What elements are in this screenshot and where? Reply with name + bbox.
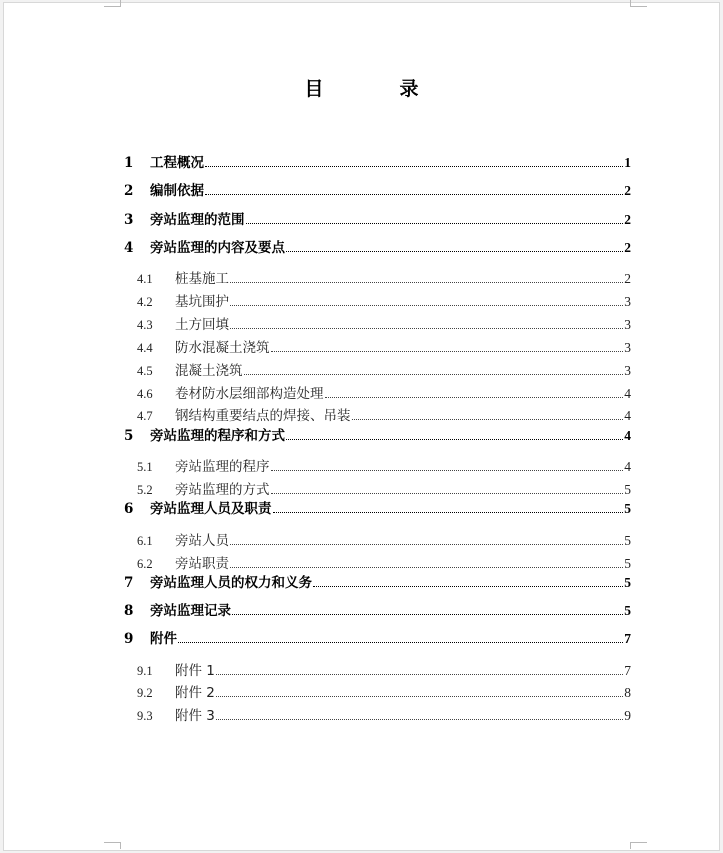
toc-entry-label: 附件 3	[175, 708, 215, 724]
toc-entry-label: 附件	[150, 631, 177, 647]
toc-subentry[interactable]	[137, 404, 631, 424]
toc-entry-number: 4	[124, 240, 134, 256]
toc-leader-dots	[273, 511, 624, 513]
toc-subentry[interactable]	[137, 313, 631, 333]
toc-leader-dots	[216, 673, 623, 675]
toc-entry-number: 2	[124, 183, 134, 199]
toc-subentry[interactable]	[137, 659, 631, 679]
toc-leader-dots	[286, 250, 623, 252]
toc-entry-number: 5.2	[137, 483, 153, 497]
toc-entry-label: 附件 1	[175, 663, 215, 679]
toc-title-char: 录	[399, 78, 419, 100]
toc-entry-page: 4	[624, 408, 631, 423]
toc-entry-number: 4.5	[137, 364, 153, 378]
toc-leader-dots	[313, 585, 623, 587]
toc-entry-label: 旁站监理人员及职责	[150, 501, 272, 517]
toc-entry-number: 3	[124, 212, 134, 228]
toc-entry-page: 5	[624, 533, 631, 548]
toc-leader-dots	[244, 373, 624, 375]
toc-entry-page: 1	[624, 155, 631, 170]
toc-leader-dots	[230, 327, 623, 329]
toc-entry-page: 2	[624, 212, 631, 227]
toc-entry-number: 9	[124, 631, 134, 647]
toc-entry-page: 5	[624, 556, 631, 571]
toc-subentry[interactable]	[137, 359, 631, 379]
toc-entry-label: 混凝土浇筑	[175, 363, 243, 379]
toc-entry-page: 5	[624, 575, 631, 590]
toc-entry-number: 6.1	[137, 534, 153, 548]
toc-entry-number: 4.2	[137, 295, 153, 309]
toc-entry-page: 3	[624, 340, 631, 355]
toc-entry-label: 卷材防水层细部构造处理	[175, 386, 324, 402]
toc-entry-page: 3	[624, 317, 631, 332]
toc-subentry[interactable]	[137, 336, 631, 356]
toc-entry[interactable]	[124, 179, 631, 199]
toc-entry-number: 9.1	[137, 664, 153, 678]
toc-entry-label: 基坑围护	[175, 294, 229, 310]
toc-entry[interactable]	[124, 236, 631, 256]
toc-entry-label: 附件 2	[175, 685, 215, 701]
toc-entry-number: 7	[124, 575, 134, 591]
toc-leader-dots	[230, 304, 623, 306]
toc-leader-dots	[205, 165, 623, 167]
toc-entry-label: 土方回填	[175, 317, 229, 333]
toc-entry-number: 4.3	[137, 318, 153, 332]
toc-entry-label: 钢结构重要结点的焊接、吊装	[175, 408, 351, 424]
toc-leader-dots	[246, 222, 624, 224]
toc-leader-dots	[352, 418, 624, 420]
toc-entry-label: 旁站监理的方式	[175, 482, 270, 498]
toc-leader-dots	[216, 695, 623, 697]
toc-entry-number: 4.4	[137, 341, 153, 355]
toc-subentry[interactable]	[137, 267, 631, 287]
toc-entry[interactable]	[124, 497, 631, 517]
toc-entry-label: 旁站监理的范围	[150, 212, 245, 228]
toc-entry-page: 4	[624, 428, 631, 443]
toc-entry-number: 6.2	[137, 557, 153, 571]
toc-entry-label: 旁站监理的程序和方式	[150, 428, 285, 444]
toc-subentry[interactable]	[137, 478, 631, 498]
toc-entry-page: 2	[624, 240, 631, 255]
toc-entry-number: 4.6	[137, 387, 153, 401]
toc-subentry[interactable]	[137, 681, 631, 701]
toc-leader-dots	[230, 566, 623, 568]
toc-subentry[interactable]	[137, 529, 631, 549]
toc-leader-dots	[271, 469, 624, 471]
toc-leader-dots	[178, 641, 623, 643]
toc-entry[interactable]	[124, 151, 631, 171]
toc-entry-label: 编制依据	[150, 183, 204, 199]
toc-leader-dots	[286, 438, 623, 440]
toc-entry[interactable]	[124, 208, 631, 228]
toc-leader-dots	[271, 350, 624, 352]
toc-entry-label: 工程概况	[150, 155, 204, 171]
toc-entry-label: 防水混凝土浇筑	[175, 340, 270, 356]
toc-entry[interactable]	[124, 571, 631, 591]
toc-subentry[interactable]	[137, 704, 631, 724]
toc-entry-page: 3	[624, 294, 631, 309]
toc-subentry[interactable]	[137, 552, 631, 572]
toc-leader-dots	[271, 492, 624, 494]
toc-entry[interactable]	[124, 424, 631, 444]
toc-entry-number: 9.2	[137, 686, 153, 700]
toc-entry-page: 4	[624, 459, 631, 474]
toc-leader-dots	[230, 281, 623, 283]
toc-subentry[interactable]	[137, 455, 631, 475]
toc-subentry[interactable]	[137, 382, 631, 402]
toc-entry-page: 9	[624, 708, 631, 723]
toc-entry-page: 7	[624, 631, 631, 646]
toc-entry-label: 旁站职责	[175, 556, 229, 572]
toc-leader-dots	[325, 396, 624, 398]
toc-entry-number: 1	[124, 155, 134, 171]
toc-entry-label: 桩基施工	[175, 271, 229, 287]
toc-entry-page: 2	[624, 271, 631, 286]
toc-entry-page: 8	[624, 685, 631, 700]
toc-entry-page: 5	[624, 482, 631, 497]
toc-entry[interactable]	[124, 599, 631, 619]
toc-entry-label: 旁站监理人员的权力和义务	[150, 575, 312, 591]
toc-entry-number: 8	[124, 603, 134, 619]
toc-entry-label: 旁站监理的程序	[175, 459, 270, 475]
toc-entry-label: 旁站监理的内容及要点	[150, 240, 285, 256]
toc-entry[interactable]	[124, 627, 631, 647]
toc-leader-dots	[230, 543, 623, 545]
toc-entry-number: 4.7	[137, 409, 153, 423]
toc-entry-number: 4.1	[137, 272, 153, 286]
toc-entry-page: 2	[624, 183, 631, 198]
toc-title-char: 目	[304, 78, 324, 100]
toc-entry-number: 5.1	[137, 460, 153, 474]
toc-entry-page: 3	[624, 363, 631, 378]
toc-entry-page: 5	[624, 501, 631, 516]
toc-subentry[interactable]	[137, 290, 631, 310]
toc-leader-dots	[216, 718, 623, 720]
toc-leader-dots	[232, 613, 623, 615]
toc-entry-label: 旁站人员	[175, 533, 229, 549]
toc-entry-number: 9.3	[137, 709, 153, 723]
toc-entry-number: 6	[124, 501, 134, 517]
toc-entry-label: 旁站监理记录	[150, 603, 231, 619]
toc-entry-number: 5	[124, 428, 134, 444]
toc-entry-page: 5	[624, 603, 631, 618]
toc-entry-page: 4	[624, 386, 631, 401]
toc-entry-page: 7	[624, 663, 631, 678]
toc-leader-dots	[205, 193, 623, 195]
